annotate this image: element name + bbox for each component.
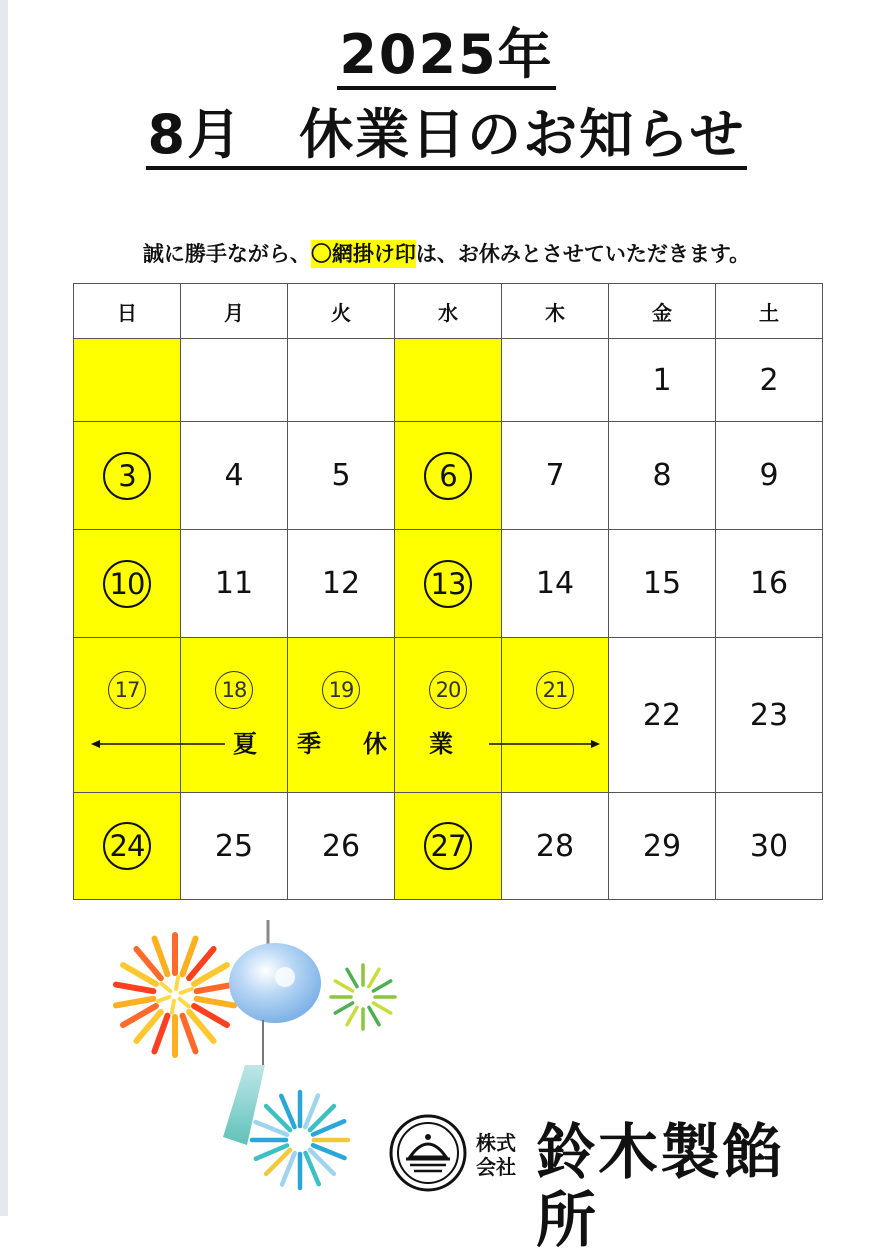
- firework-green-icon: [331, 965, 395, 1029]
- weekday-tue: 火: [288, 284, 395, 339]
- day-cell-empty: [74, 339, 181, 422]
- holiday-cell: [502, 638, 609, 793]
- day-cell: 16: [716, 530, 823, 638]
- holiday-cell: [181, 638, 288, 793]
- day-cell: 15: [609, 530, 716, 638]
- weekday-wed: 水: [395, 284, 502, 339]
- firework-red-icon: [116, 935, 234, 1055]
- holiday-circle: 13: [424, 560, 472, 608]
- weekday-thu: 木: [502, 284, 609, 339]
- summer-label-char: 夏: [233, 730, 257, 758]
- day-cell: 4: [181, 422, 288, 530]
- day-cell: 23: [716, 638, 823, 793]
- summer-label-char: 休: [363, 730, 387, 758]
- page-title: 8月 休業日のお知らせ: [0, 108, 893, 162]
- day-cell: 28: [502, 793, 609, 900]
- company-type: 株式 会社: [476, 1131, 516, 1179]
- holiday-cell: [395, 638, 502, 793]
- day-cell: 26: [288, 793, 395, 900]
- holiday-circle: 21: [536, 671, 574, 709]
- holiday-cell: [74, 793, 181, 900]
- holiday-circle: 6: [424, 452, 472, 500]
- day-cell: 29: [609, 793, 716, 900]
- weekday-fri: 金: [609, 284, 716, 339]
- holiday-circle: 10: [103, 560, 151, 608]
- holiday-cell: [395, 530, 502, 638]
- day-cell: 11: [181, 530, 288, 638]
- page-title-year: 2025年: [0, 28, 893, 82]
- day-cell: 30: [716, 793, 823, 900]
- holiday-cell: [74, 422, 181, 530]
- holiday-cell: [395, 422, 502, 530]
- day-cell-empty: [288, 339, 395, 422]
- day-cell: 14: [502, 530, 609, 638]
- holiday-circle: 17: [108, 671, 146, 709]
- weekday-sat: 土: [716, 284, 823, 339]
- weekday-mon: 月: [181, 284, 288, 339]
- holiday-circle: 18: [215, 671, 253, 709]
- summer-label-char: 季: [297, 730, 321, 758]
- holiday-cell: [74, 530, 181, 638]
- company-name: 鈴木製餡所: [536, 1118, 784, 1256]
- calendar-table: [73, 283, 823, 900]
- holiday-circle: 27: [424, 822, 472, 870]
- day-cell: 9: [716, 422, 823, 530]
- company-mark-icon: [388, 1113, 468, 1193]
- holiday-cell: [288, 638, 395, 793]
- page-edge: [0, 0, 8, 1216]
- holiday-circle: 20: [429, 671, 467, 709]
- day-cell: 22: [609, 638, 716, 793]
- summer-label-char: 業: [429, 730, 453, 758]
- notice-highlight: 〇網掛け印: [310, 242, 416, 266]
- notice-text: 誠に勝手ながら、〇網掛け印は、お休みとさせていただきます。: [142, 242, 751, 266]
- holiday-circle: 3: [103, 452, 151, 500]
- day-cell-empty: [181, 339, 288, 422]
- day-cell: 7: [502, 422, 609, 530]
- day-cell: 8: [609, 422, 716, 530]
- weekday-sun: 日: [74, 284, 181, 339]
- day-cell: 1: [609, 339, 716, 422]
- firework-blue-icon: [252, 1092, 348, 1188]
- holiday-cell: [74, 638, 181, 793]
- day-cell-empty: [502, 339, 609, 422]
- holiday-circle: 19: [322, 671, 360, 709]
- fireworks-wind-chime-illustration: [95, 915, 435, 1205]
- day-cell: 5: [288, 422, 395, 530]
- holiday-cell: [395, 793, 502, 900]
- day-cell-empty: [395, 339, 502, 422]
- holiday-circle: 24: [103, 822, 151, 870]
- day-cell: 2: [716, 339, 823, 422]
- company-logo: [388, 1113, 838, 1256]
- day-cell: 25: [181, 793, 288, 900]
- day-cell: 12: [288, 530, 395, 638]
